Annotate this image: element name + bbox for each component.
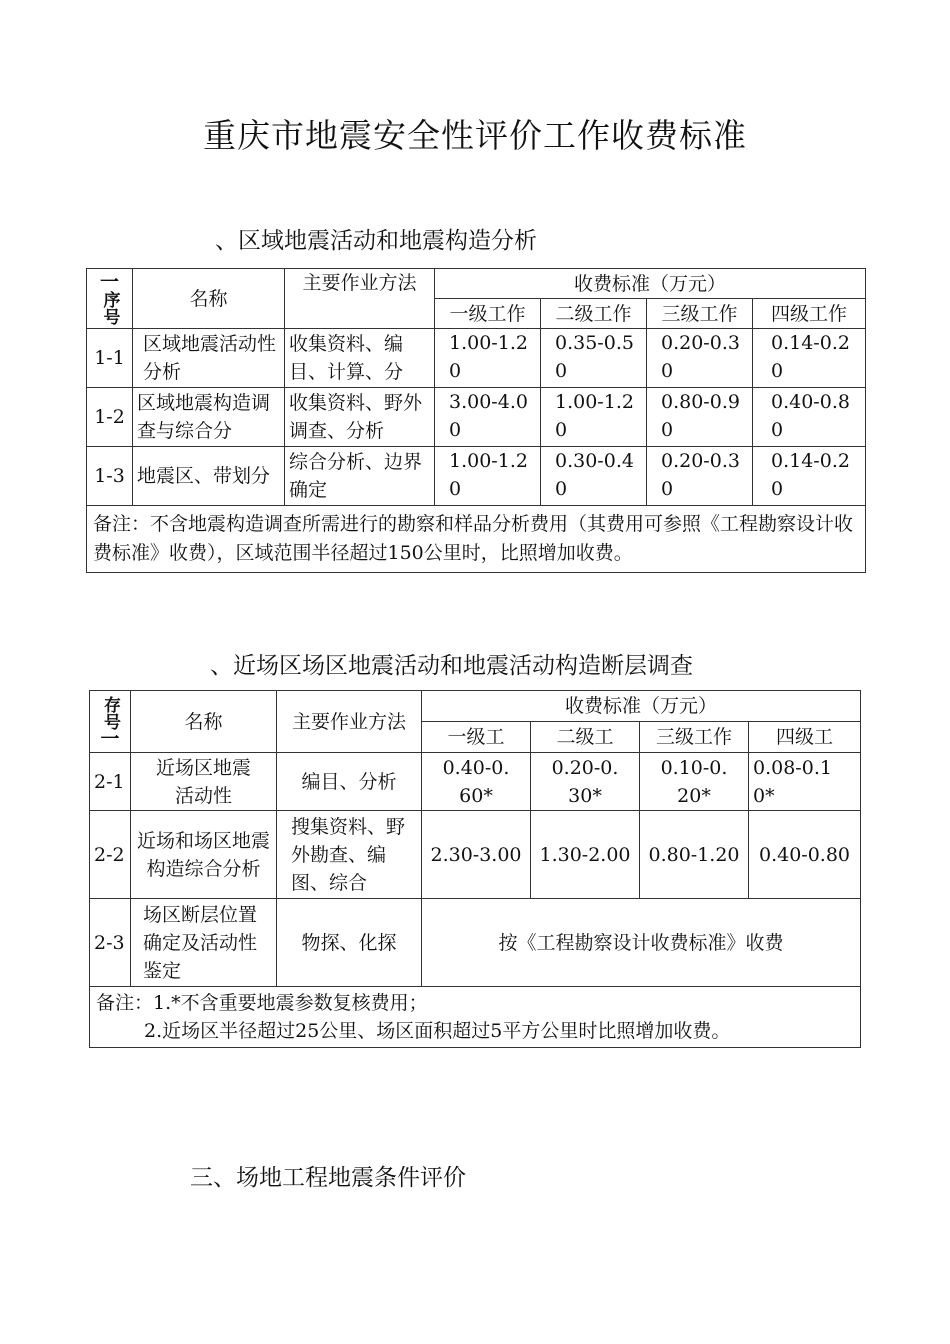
header-seq-mark: 一 — [99, 270, 119, 293]
row-method: 物探、化探 — [277, 899, 422, 987]
header-fee: 收费标准（万元） — [422, 691, 861, 722]
row-name: 地震区、带划分 — [133, 447, 285, 506]
row-seq: 1-1 — [87, 329, 133, 388]
row-fee: 0.80-0.90 — [647, 388, 753, 447]
row-fee-merged: 按《工程勘察设计收费标准》收费 — [422, 899, 861, 987]
section3-heading: 三、场地工程地震条件评价 — [190, 1165, 466, 1191]
row-method: 收集资料、编目、计算、分 — [285, 329, 435, 388]
row-fee: 1.00-1.20 — [435, 447, 541, 506]
table-row — [87, 329, 866, 388]
header-method: 主要作业方法 — [285, 269, 435, 329]
fee-table-2 — [89, 690, 861, 1048]
row-method: 综合分析、边界确定 — [285, 447, 435, 506]
header-level-3: 三级工作 — [640, 722, 749, 753]
header-seq-label: 存号 — [100, 695, 120, 730]
header-level-3: 三级工作 — [647, 299, 753, 329]
row-fee: 3.00-4.00 — [435, 388, 541, 447]
header-seq — [90, 691, 131, 753]
row-fee: 0.35-0.50 — [541, 329, 647, 388]
row-seq: 1-3 — [87, 447, 133, 506]
header-level-1: 一级工 — [422, 722, 531, 753]
header-seq-mark: 一 — [100, 727, 120, 750]
row-seq: 2-1 — [90, 753, 131, 811]
row-fee: 0.14-0.20 — [753, 447, 866, 506]
row-fee: 1.00-1.20 — [541, 388, 647, 447]
row-seq: 2-3 — [90, 899, 131, 987]
header-level-2: 二级工 — [531, 722, 640, 753]
row-name: 区域地震构造调查与综合分 — [133, 388, 285, 447]
row-fee: 1.00-1.20 — [435, 329, 541, 388]
row-name: 场区断层位置确定及活动性鉴定 — [131, 899, 277, 987]
row-fee: 0.40-0.60* — [422, 753, 531, 811]
row-method: 收集资料、野外调查、分析 — [285, 388, 435, 447]
row-method: 搜集资料、野外勘查、编图、综合 — [277, 811, 422, 899]
row-fee: 0.10-0.20* — [640, 753, 749, 811]
table-row — [90, 753, 861, 811]
header-name: 名称 — [133, 269, 285, 329]
row-fee: 0.20-0.30 — [647, 329, 753, 388]
row-name: 近场和场区地震构造综合分析 — [131, 811, 277, 899]
header-level-4: 四级工作 — [753, 299, 866, 329]
row-fee: 0.14-0.20 — [753, 329, 866, 388]
fee-table-1 — [86, 268, 866, 573]
page-title: 重庆市地震安全性评价工作收费标准 — [203, 116, 747, 155]
row-name: 区域地震活动性分析 — [133, 329, 285, 388]
section1-heading: 、区域地震活动和地震构造分析 — [215, 228, 537, 254]
row-name: 近场区地震活动性 — [131, 753, 277, 811]
table-row — [90, 899, 861, 987]
row-fee: 0.20-0.30* — [531, 753, 640, 811]
row-fee: 0.08-0.10* — [749, 753, 861, 811]
row-fee: 2.30-3.00 — [422, 811, 531, 899]
table-note-line-2: 2.近场区半径超过25公里、场区面积超过5平方公里时比照增加收费。 — [144, 1020, 731, 1042]
header-name: 名称 — [131, 691, 277, 753]
row-seq: 1-2 — [87, 388, 133, 447]
header-seq — [87, 269, 133, 329]
row-method: 编目、分析 — [277, 753, 422, 811]
row-fee: 0.30-0.40 — [541, 447, 647, 506]
row-fee: 0.20-0.30 — [647, 447, 753, 506]
table-row — [87, 388, 866, 447]
row-fee: 0.40-0.80 — [753, 388, 866, 447]
header-level-2: 二级工作 — [541, 299, 647, 329]
header-fee: 收费标准（万元） — [435, 269, 866, 299]
table-note-line-1: 备注：1.*不含重要地震参数复核费用； — [96, 992, 428, 1014]
table-note — [90, 987, 861, 1048]
table-row — [90, 811, 861, 899]
row-fee: 0.40-0.80 — [749, 811, 861, 899]
header-level-1: 一级工作 — [435, 299, 541, 329]
header-method: 主要作业方法 — [277, 691, 422, 753]
row-seq: 2-2 — [90, 811, 131, 899]
section2-heading: 、近场区场区地震活动和地震活动构造断层调查 — [210, 653, 693, 679]
row-fee: 0.80-1.20 — [640, 811, 749, 899]
table-note: 备注：不含地震构造调查所需进行的勘察和样品分析费用（其费用可参照《工程勘察设计收费标准》收费），区域范围半径超过150公里时，比照增加收费。 — [87, 506, 866, 573]
header-level-4: 四级工 — [749, 722, 861, 753]
header-seq-label: 序号 — [99, 290, 120, 325]
row-fee: 1.30-2.00 — [531, 811, 640, 899]
table-row — [87, 447, 866, 506]
